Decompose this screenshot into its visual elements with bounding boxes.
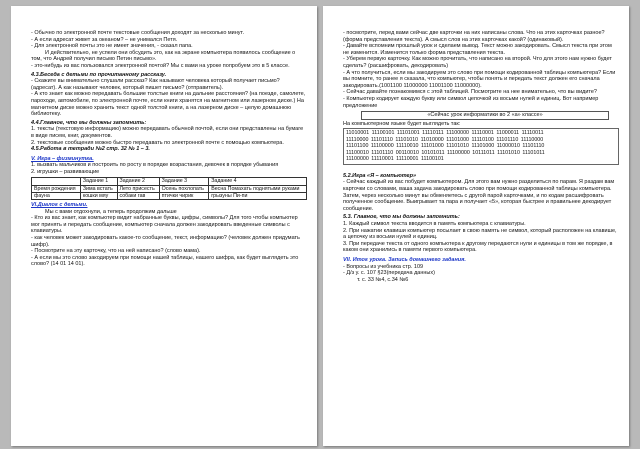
section-heading: V. Игра – физминутка. [31,155,94,162]
paragraph: - А что получиться, если мы закодируем это слово при помощи кодированной таблицы компьютера? Если вы помните, то ранее я сказала, что компьютер, чтобы понять и передать текст должен его сначала закодировать.(1001100 11000000 11001100 11000000). [343,69,616,89]
paragraph: 2. При нажатии клавиши компьютер посылает в свою память не символ, который расположен на клавише, а цепочку из восьми нулей и единиц. [343,227,617,241]
section-heading: 4.4.Главное, что мы должны запомнить: [31,119,147,126]
left-column [31,30,307,268]
table-header-cell: Задание 4 [209,178,307,185]
paragraph: - А если мы это слово закодируем при помощи нашей таблицы, нашего шифра, как будет выглядеть это слово? (14 01 14 01). [31,254,299,268]
table-cell: кошки мяу [80,192,117,199]
paragraph: - Сейчас каждый из вас побудет компьютером. Для этого вам нужно разделиться по парам. Я раздам вам карточки со словами, ваша задача закодировать слово при помощи кодированной таблицы компьютера. Затем, через несколько минут вы обменяетесь с другой парой карточками, и по кодам расшифровать полученное сообщение. Выигрывает та пара и получает «5», которая быстрее и правильнее декодирует сообщение. [343,179,615,212]
paragraph: 2. игрушки – развивающие [31,168,100,175]
section-heading: VI.Диалог с детьми. [31,202,88,209]
workbook-task: 4.5.Работа в тетради №2 стр. 32 № 1 – 3. [31,146,150,153]
section-heading: VII. Итог урока. Запись домашнего задания. [343,256,466,263]
paragraph: т. с. 33 №4, с.34 №6 [357,276,409,283]
section-heading: 5.3. Главное, что мы должны запомнить: [343,214,460,221]
left-page [11,6,317,446]
paragraph: 2. текстовые сообщения можно быстро передавать по электронной почте с помощью компьютера. [31,139,284,146]
table-cell: Время рождения [32,185,81,192]
paragraph: 3. При передаче текста от одного компьютера к другому передаются нули и единицы в том же порядке, в каком они хранились в памяти первого компьютера. [343,240,613,254]
paragraph: - как человек может закодировать какое-то сообщение, текст, информацию? (человек должен придумать шифр). [31,235,300,248]
table-row [32,192,307,199]
paragraph: 1. Каждый символ текста вводится в память компьютера с клавиатуры. [343,220,526,227]
paragraph: - Кто из вас знает, как компьютер видит набранные буквы, цифры, символы? Для того чтобы компьютер мог принять и передать сообщение, компьютер сначала должен закодировать введенные символы с клавиатуры. [31,215,298,235]
table-cell: собаки гав [117,192,159,199]
intro-line: И действительно, не успели они обсудить это, как на экране компьютера появилось сообщение о том, что Андрей получил письмо Петин письмо». [31,49,296,63]
table-header-cell: Задание 2 [117,178,159,185]
paragraph: - А кто знает как можно передавать большие толстые книги на дальние расстояния? (на поезде, самолете, пароходе, автомобиле, по электронной почте, если книги хранятся на магнитном или лазерном диске.) На магнитном диске можно хранить текст одной толстой книги, а на лазерном диске – целую домашнюю библиотеку. [31,91,306,118]
table-header-row [32,178,307,185]
paragraph: - Скажите вы внимательно слушали рассказ? Как называют человека который получает письмо? (адресат). А как называют человек, который пишет письмо? (отправитель). [31,78,280,91]
paragraph: Мы с вами отдохнули, а теперь продолжим дальше [45,208,177,215]
table-cell: Зима встать [80,185,117,192]
table-cell: Осень похлопать [159,185,209,192]
binary-line: 11101100 11100000 11110010 11101000 11101010 11101000 11000010 11101110 [346,143,545,150]
game-table [31,177,307,200]
binary-code-block [343,128,619,165]
paragraph: - Компьютер кодирует каждую букву или символ цепочкой из восьми нулей и единиц. Вот например предложение [343,95,599,109]
intro-line: - Обычно по электронной почте текстовые сообщения доходят за несколько минут. [31,30,244,36]
paragraph: - Вопросы из учебника стр. 109 [343,263,424,270]
right-page [323,6,629,446]
paragraph: - Уберем первую карточку. Как можно прочитать, что написано на второй. Что для этого нам нужно будет сделать? (расшифровать, декодировать) [343,56,612,69]
table-header-cell: Задание 3 [159,178,209,185]
table-cell: грызуны Пи-пи [209,192,307,199]
paragraph: - Посмотрите на эту карточку, что на ней написано? (слово мама). [31,248,201,255]
binary-line: 11110000 11101110 11101010 11010000 11101000 11110100 11101110 11110000 [346,136,544,143]
paragraph: - Давайте вспомним прошлый урок и сделаем вывод. Текст можно закодировать. Смысл текста при этом не изменится. Изменится только форма представления текста. [343,43,612,56]
table-cell: Весна Помахать поднятыми руками [209,185,307,192]
paragraph: 1. вызвать мальчиков и построить по росту в порядке возрастания, девочек в порядке убывания [31,162,279,169]
table-header-cell: Задание 1 [80,178,117,185]
right-column [343,30,619,283]
table-cell: фауна [32,192,81,199]
intro-line: - А если адресат живет за океаном? – не унимался Петя. [31,36,178,43]
paragraph: - посмотрите, перед вами сейчас две карточки на них написаны слова. Что на этих карточках разное? (форма представления текста). А смысл слов на этих карточках какой? (одинаковый). [343,30,605,43]
table-cell: Лето присесть [117,185,159,192]
section-heading: 5.2.Игра «Я – компьютер» [343,172,417,179]
section-heading: 4.3.Беседа с детьми по прочитанному рассказу. [31,71,167,78]
paragraph: - Д/з у. с. 107 §23(передача данных) [343,270,435,277]
example-sentence-box: «Сейчас урок информатики во 2 «а» классе» [361,111,609,120]
paragraph: - Сейчас давайте познакомимся с этой таблицей. Посмотрите на нее внимательно, что вы видите? [343,89,597,96]
table-header-cell [32,178,81,185]
binary-line: 11010001 11100101 11101001 11110111 11100000 11110001 11000011 11110011 [346,130,544,137]
binary-line: 11100000 11110001 11110001 11100101 [346,156,444,163]
paragraph: 1. тексты (текстовую информацию) можно передавать обычной почтой, если они представлены на бумаге в виде писем, книг, документов. [31,126,304,139]
table-row [32,185,307,192]
binary-line: 11100010 11101110 00110010 10101011 11100000 10111011 11101010 11101011 [346,149,545,156]
table-cell: птички чирик [159,192,209,199]
intro-line: - это-нибудь из вас пользовался электронной почтой? Мы с вами на уроке попробуем это в 5 классе. [31,62,290,69]
intro-line: - Для электронной почты это не имеет значения, - сказал папа. [31,43,193,50]
binary-caption: На компьютерном языке будет выглядеть так: [343,120,461,127]
